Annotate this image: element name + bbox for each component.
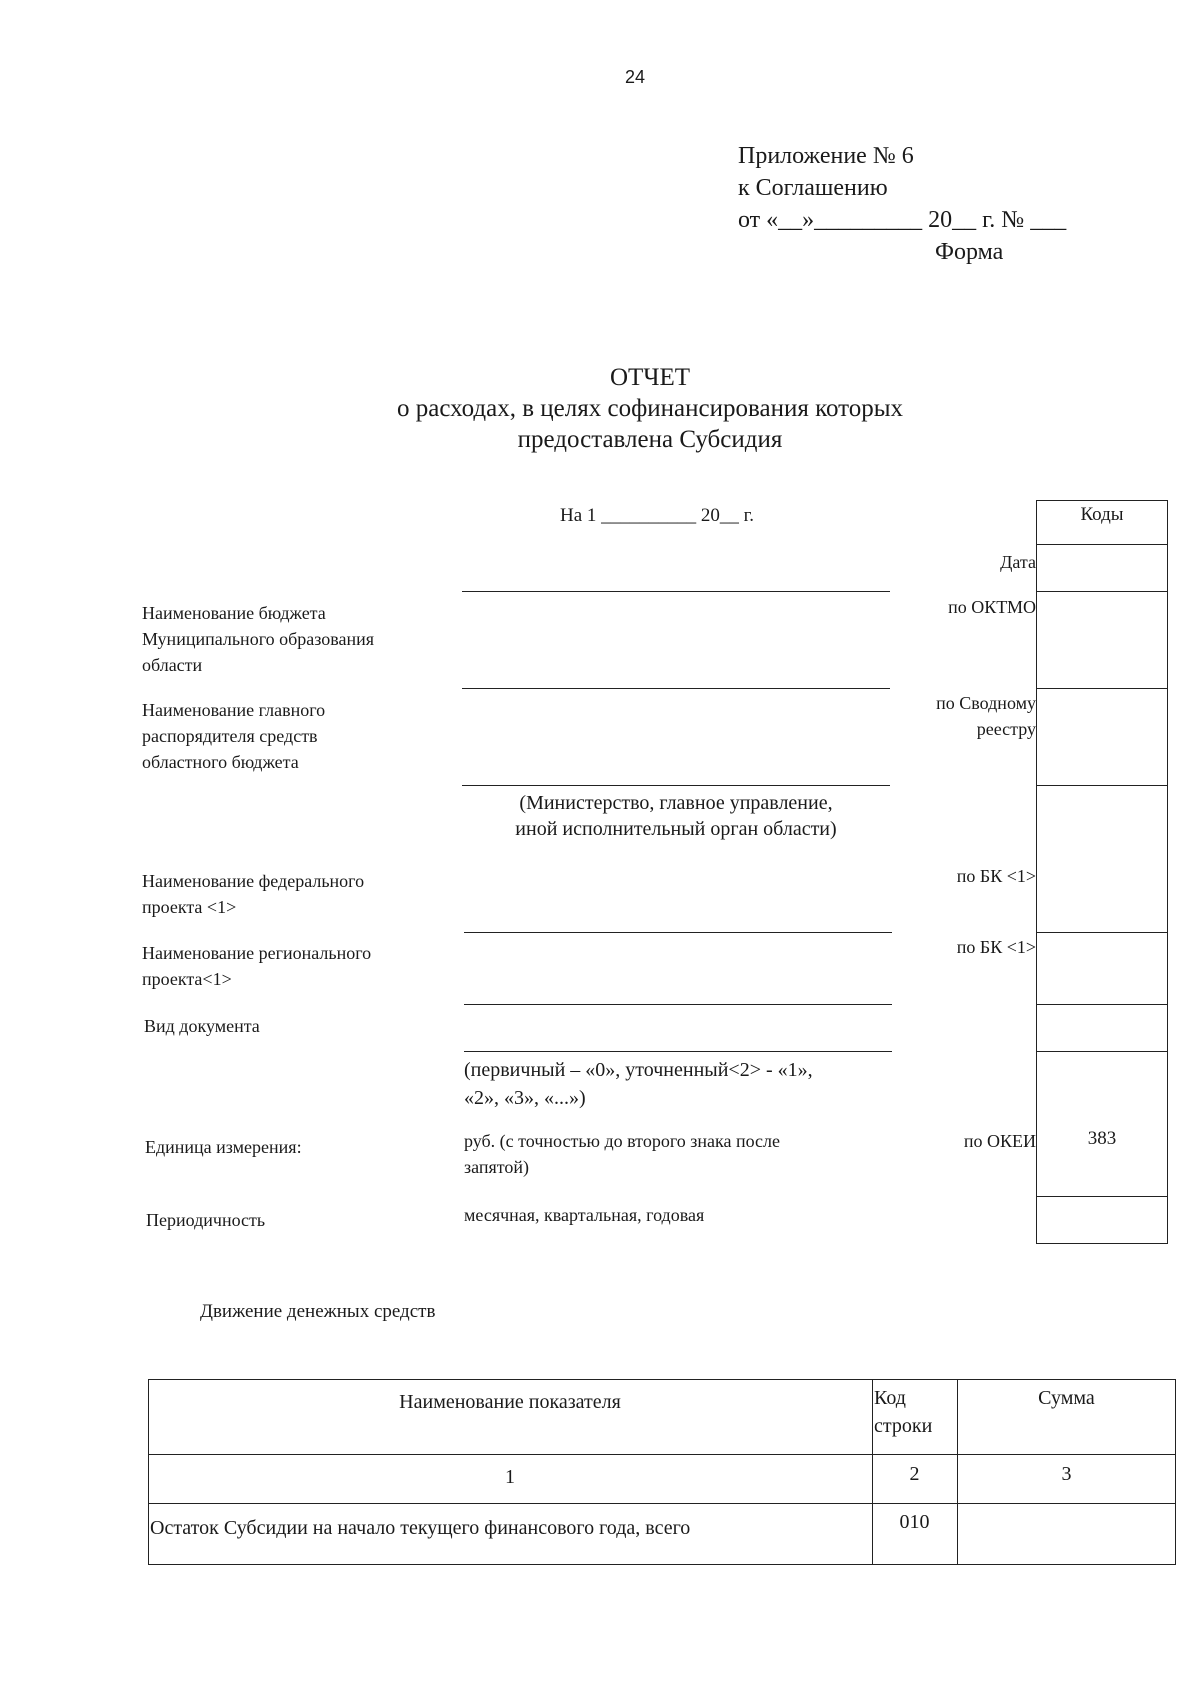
budget-label-3: области — [142, 655, 203, 675]
period-value: месячная, квартальная, годовая — [464, 1205, 705, 1225]
report-date-line: На 1 __________ 20__ г. — [560, 505, 755, 526]
col-number-1: 1 — [505, 1466, 515, 1488]
appendix-agreement: к Соглашению — [738, 175, 888, 201]
reg-project-fill-line — [464, 1004, 892, 1005]
code-label-oktmo: по ОКТМО — [948, 597, 1036, 617]
okei-code-value: 383 — [1087, 1128, 1117, 1149]
col-header-sum: Сумма — [1038, 1387, 1095, 1409]
codes-divider-6 — [1036, 1004, 1168, 1005]
unit-value-2: запятой) — [464, 1157, 530, 1177]
form-label: Форма — [935, 239, 1004, 265]
report-title: ОТЧЕТ — [609, 364, 691, 391]
budget-label-1: Наименование бюджета — [142, 603, 326, 623]
col-number-2: 2 — [909, 1463, 920, 1485]
admin-label-3: областного бюджета — [142, 752, 299, 772]
codes-divider-3 — [1036, 688, 1168, 689]
code-label-okei: по ОКЕИ — [963, 1131, 1036, 1151]
codes-divider-5 — [1036, 932, 1168, 933]
code-label-date: Дата — [1000, 552, 1036, 572]
unit-value-1: руб. (с точностью до второго знака после — [464, 1131, 780, 1151]
codes-header: Коды — [1080, 504, 1124, 525]
doc-type-hint-1: (первичный – «0», уточненный<2> - «1», — [464, 1059, 813, 1081]
fed-project-fill-line — [464, 932, 892, 933]
budget-label-2: Муниципального образования — [142, 629, 375, 649]
code-label-svod-1: по Сводному — [936, 693, 1036, 713]
table-row-divider-2 — [148, 1503, 1176, 1504]
period-label: Периодичность — [146, 1210, 266, 1230]
ministry-hint-2: иной исполнительный орган области) — [515, 818, 837, 840]
cash-flow-heading: Движение денежных средств — [200, 1301, 436, 1322]
table-row-divider-1 — [148, 1454, 1176, 1455]
ministry-hint-1: (Министерство, главное управление, — [519, 792, 833, 814]
fed-project-label-2: проекта <1> — [142, 897, 237, 917]
unit-label: Единица измерения: — [145, 1137, 302, 1157]
doc-type-label: Вид документа — [144, 1016, 260, 1036]
codes-divider-1 — [1036, 544, 1168, 545]
col-header-code-2: строки — [874, 1415, 933, 1437]
codes-divider-2 — [1036, 591, 1168, 592]
admin-label-2: распорядителя средств — [142, 726, 318, 746]
report-subtitle-1: о расходах, в целях софинансирования которых — [396, 395, 904, 422]
appendix-date-number: от «__»_________ 20__ г. № ___ — [738, 207, 1067, 233]
page-number: 24 — [625, 67, 646, 87]
fed-project-label-1: Наименование федерального — [142, 871, 365, 891]
appendix-title: Приложение № 6 — [738, 143, 914, 169]
col-number-3: 3 — [1061, 1463, 1072, 1485]
admin-label-1: Наименование главного — [142, 700, 326, 720]
table-row-name: Остаток Субсидии на начало текущего финансового года, всего — [150, 1517, 691, 1539]
codes-divider-4 — [1036, 785, 1168, 786]
doc-type-hint-2: «2», «3», «...») — [464, 1087, 586, 1109]
codes-divider-8 — [1036, 1196, 1168, 1197]
budget-fill-line — [462, 591, 890, 592]
code-label-bk-2: по БК <1> — [956, 937, 1036, 957]
report-subtitle-2: предоставлена Субсидия — [517, 426, 783, 453]
admin-fill-line-2 — [462, 785, 890, 786]
code-label-bk-1: по БК <1> — [956, 866, 1036, 886]
table-row-code: 010 — [899, 1511, 930, 1533]
codes-divider-7 — [1036, 1051, 1168, 1052]
col-header-name: Наименование показателя — [399, 1391, 621, 1413]
cash-flow-table — [148, 1379, 1176, 1565]
reg-project-label-2: проекта<1> — [142, 969, 232, 989]
reg-project-label-1: Наименование регионального — [142, 943, 372, 963]
code-label-svod-2: реестру — [976, 719, 1036, 739]
col-header-code-1: Код — [874, 1387, 906, 1409]
doc-type-fill-line — [464, 1051, 892, 1052]
admin-fill-line-1 — [462, 688, 890, 689]
